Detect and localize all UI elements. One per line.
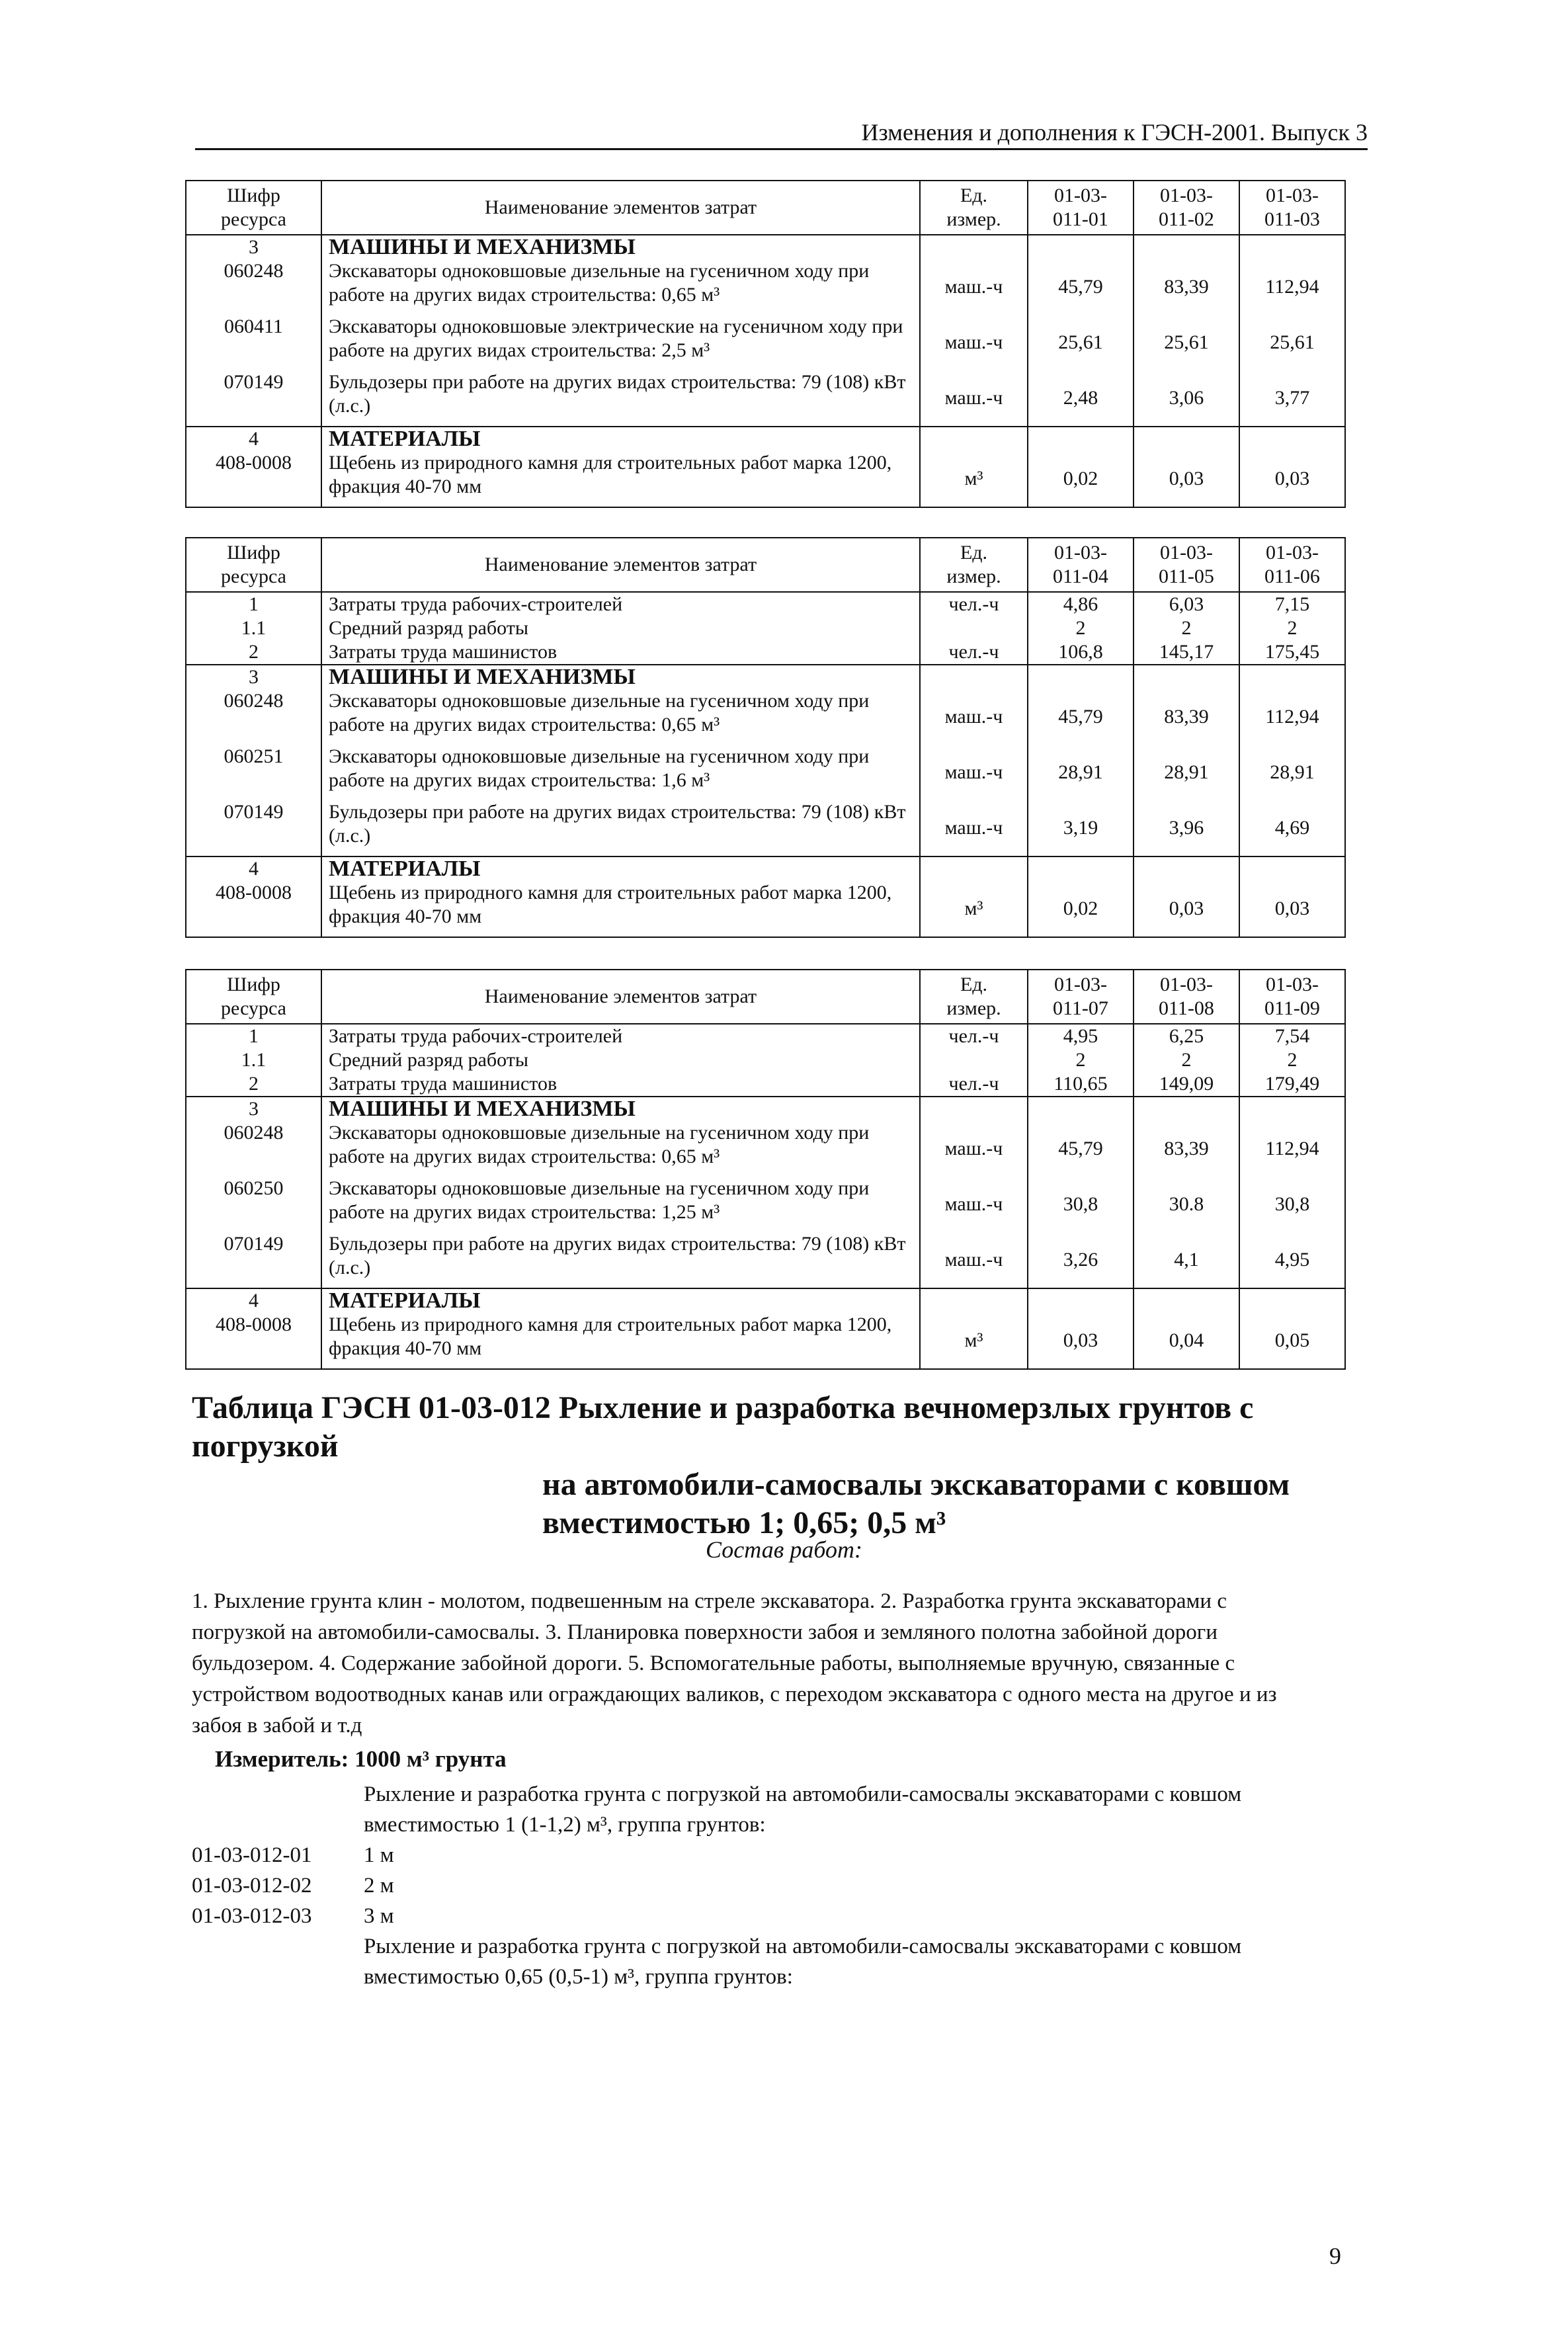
resource-unit (920, 1097, 1028, 1121)
norm-text: 2 м (364, 1874, 394, 1898)
resource-value (1028, 665, 1134, 689)
resource-unit: чел.-ч (920, 1072, 1028, 1097)
resource-unit (920, 665, 1028, 689)
resource-code: 3 (186, 1097, 321, 1121)
resource-unit: м³ (920, 881, 1028, 937)
table-row (186, 1313, 1345, 1369)
resource-name: Экскаваторы одноковшовые дизельные на гусеничном ходу при работе на других видах строительства: 1,6 м³ (321, 745, 920, 800)
resource-value: 7,54 (1239, 1024, 1345, 1048)
col-header-unit (920, 181, 1028, 235)
resource-name: Средний разряд работы (321, 1048, 920, 1072)
measure-unit: Измеритель: 1000 м³ грунта (215, 1746, 507, 1772)
col-header-code-line: ресурса (221, 997, 286, 1019)
resource-unit (920, 427, 1028, 451)
col-header-norm-code (1134, 538, 1239, 592)
section-title: МАШИНЫ И МЕХАНИЗМЫ (321, 235, 920, 259)
resource-value (1028, 1288, 1134, 1313)
norm-code-line: 011-02 (1159, 208, 1214, 230)
resource-value: 28,91 (1134, 745, 1239, 800)
resource-value (1239, 235, 1345, 259)
section-row (186, 856, 1345, 881)
resource-code: 4 (186, 427, 321, 451)
norm-code: 01-03-012-03 (192, 1904, 312, 1928)
resource-value: 2 (1028, 1048, 1134, 1072)
table-row (186, 451, 1345, 507)
resource-name: Затраты труда рабочих-строителей (321, 592, 920, 616)
resource-value (1134, 1097, 1239, 1121)
resource-value (1134, 427, 1239, 451)
resource-value: 179,49 (1239, 1072, 1345, 1097)
resource-value (1239, 856, 1345, 881)
resource-value (1134, 856, 1239, 881)
resource-value: 83,39 (1134, 259, 1239, 315)
resource-code: 1.1 (186, 616, 321, 640)
col-header-norm-code (1239, 538, 1345, 592)
resource-name: Экскаваторы одноковшовые дизельные на гусеничном ходу при работе на других видах строительства: 0,65 м³ (321, 689, 920, 745)
resource-name: Средний разряд работы (321, 616, 920, 640)
resource-value: 6,03 (1134, 592, 1239, 616)
resource-value: 6,25 (1134, 1024, 1239, 1048)
norm-code-line: 01-03- (1160, 542, 1213, 564)
resource-code: 1 (186, 1024, 321, 1048)
norm-list (192, 1779, 1316, 1992)
norm-code-line: 01-03- (1054, 185, 1107, 206)
resource-value: 2 (1239, 1048, 1345, 1072)
table-title (192, 1389, 1329, 1542)
norm-code-line: 011-04 (1053, 565, 1108, 587)
table-row (186, 259, 1345, 315)
resource-value: 0,05 (1239, 1313, 1345, 1369)
resource-value: 0,03 (1134, 451, 1239, 507)
table-row (186, 592, 1345, 616)
section-row (186, 1097, 1345, 1121)
table-title-line-3: вместимостью 1; 0,65; 0,5 м³ (542, 1505, 946, 1540)
section-title: МАТЕРИАЛЫ (321, 1288, 920, 1313)
resource-code: 408-0008 (186, 881, 321, 937)
resource-unit: маш.-ч (920, 1232, 1028, 1288)
resource-name: Затраты труда рабочих-строителей (321, 1024, 920, 1048)
resource-value (1134, 665, 1239, 689)
norm-code-line: 01-03- (1266, 974, 1319, 995)
col-header-unit-line: измер. (946, 208, 1001, 230)
resource-value: 175,45 (1239, 640, 1345, 665)
col-header-norm-code (1239, 181, 1345, 235)
resource-value: 2 (1028, 616, 1134, 640)
resource-value: 4,1 (1134, 1232, 1239, 1288)
resource-value: 110,65 (1028, 1072, 1134, 1097)
page-header: Изменения и дополнения к ГЭСН-2001. Выпуск 3 (195, 119, 1368, 150)
resource-code: 2 (186, 640, 321, 665)
resource-value: 0,02 (1028, 881, 1134, 937)
resource-unit: чел.-ч (920, 592, 1028, 616)
section-title: МАШИНЫ И МЕХАНИЗМЫ (321, 665, 920, 689)
resource-value: 83,39 (1134, 1121, 1239, 1177)
resource-value: 25,61 (1028, 315, 1134, 370)
resource-value: 45,79 (1028, 259, 1134, 315)
resource-table-2 (185, 537, 1346, 938)
resource-value: 28,91 (1239, 745, 1345, 800)
table-row (186, 1072, 1345, 1097)
norm-text: 1 м (364, 1843, 394, 1867)
resource-name: Затраты труда машинистов (321, 640, 920, 665)
resource-code: 4 (186, 1288, 321, 1313)
resource-value: 4,95 (1239, 1232, 1345, 1288)
resource-name: Щебень из природного камня для строительных работ марка 1200, фракция 40-70 мм (321, 881, 920, 937)
section-row (186, 427, 1345, 451)
resource-value (1239, 1288, 1345, 1313)
resource-unit: маш.-ч (920, 800, 1028, 856)
resource-value: 45,79 (1028, 1121, 1134, 1177)
norm-text: Рыхление и разработка грунта с погрузкой на автомобили-самосвалы экскаваторами с ковшом вместимостью 0,65 (0,5-1) м³, группа грунтов: (364, 1935, 1242, 1989)
resource-value: 106,8 (1028, 640, 1134, 665)
resource-name: Бульдозеры при работе на других видах строительства: 79 (108) кВт (л.с.) (321, 370, 920, 427)
norm-code-line: 011-08 (1159, 997, 1214, 1019)
table-row (186, 640, 1345, 665)
resource-value: 3,96 (1134, 800, 1239, 856)
norm-code (192, 1931, 364, 1992)
resource-value: 28,91 (1028, 745, 1134, 800)
resource-code: 2 (186, 1072, 321, 1097)
resource-table-3 (185, 969, 1346, 1370)
resource-unit: м³ (920, 451, 1028, 507)
col-header-norm-code (1028, 538, 1134, 592)
resource-unit (920, 1048, 1028, 1072)
section-title: МАТЕРИАЛЫ (321, 427, 920, 451)
norm-code-line: 01-03- (1266, 185, 1319, 206)
table-header-row (186, 181, 1345, 235)
col-header-name: Наименование элементов затрат (321, 538, 920, 592)
section-title: МАТЕРИАЛЫ (321, 856, 920, 881)
col-header-norm-code (1239, 970, 1345, 1024)
section-row (186, 235, 1345, 259)
resource-value (1028, 427, 1134, 451)
resource-value: 25,61 (1134, 315, 1239, 370)
resource-unit: маш.-ч (920, 745, 1028, 800)
resource-code: 060248 (186, 259, 321, 315)
table-row (186, 689, 1345, 745)
section-row (186, 1288, 1345, 1313)
resource-value: 4,95 (1028, 1024, 1134, 1048)
resource-value: 149,09 (1134, 1072, 1239, 1097)
norm-text: 3 м (364, 1904, 394, 1928)
norm-code-line: 01-03- (1160, 185, 1213, 206)
norm-code-line: 01-03- (1054, 542, 1107, 564)
resource-name: Бульдозеры при работе на других видах строительства: 79 (108) кВт (л.с.) (321, 1232, 920, 1288)
sostav-heading: Состав работ: (706, 1536, 862, 1563)
resource-unit (920, 856, 1028, 881)
norm-code-line: 011-06 (1264, 565, 1320, 587)
resource-unit: маш.-ч (920, 689, 1028, 745)
resource-name: Экскаваторы одноковшовые электрические на гусеничном ходу при работе на других видах строительства: 2,5 м³ (321, 315, 920, 370)
resource-value (1028, 1097, 1134, 1121)
resource-unit: маш.-ч (920, 370, 1028, 427)
resource-code: 3 (186, 665, 321, 689)
table-row (186, 370, 1345, 427)
norm-row (192, 1840, 1316, 1870)
resource-unit (920, 1288, 1028, 1313)
resource-unit (920, 235, 1028, 259)
resource-code: 060248 (186, 1121, 321, 1177)
norm-text: Рыхление и разработка грунта с погрузкой на автомобили-самосвалы экскаваторами с ковшом вместимостью 1 (1-1,2) м³, группа грунтов: (364, 1782, 1242, 1837)
resource-name: Щебень из природного камня для строительных работ марка 1200, фракция 40-70 мм (321, 1313, 920, 1369)
resource-unit: маш.-ч (920, 1121, 1028, 1177)
resource-code: 070149 (186, 800, 321, 856)
resource-code: 060411 (186, 315, 321, 370)
resource-value: 45,79 (1028, 689, 1134, 745)
col-header-code-line: ресурса (221, 208, 286, 230)
resource-value (1239, 427, 1345, 451)
table-row (186, 1024, 1345, 1048)
norm-code-line: 011-09 (1264, 997, 1320, 1019)
resource-code: 060251 (186, 745, 321, 800)
norm-row (192, 1779, 1316, 1840)
col-header-unit (920, 970, 1028, 1024)
col-header-code-line: Шифр (227, 185, 280, 206)
col-header-unit-line: измер. (946, 565, 1001, 587)
resource-value: 4,69 (1239, 800, 1345, 856)
resource-unit: маш.-ч (920, 259, 1028, 315)
table-header-row (186, 538, 1345, 592)
resource-value (1028, 235, 1134, 259)
norm-code-line: 011-01 (1053, 208, 1108, 230)
col-header-code (186, 970, 321, 1024)
col-header-code-line: ресурса (221, 565, 286, 587)
resource-value: 30.8 (1134, 1177, 1239, 1232)
resource-value: 0,03 (1239, 881, 1345, 937)
norm-code: 01-03-012-02 (192, 1874, 312, 1898)
resource-code: 060248 (186, 689, 321, 745)
resource-code: 060250 (186, 1177, 321, 1232)
norm-code (192, 1779, 364, 1840)
table-row (186, 616, 1345, 640)
resource-value: 4,86 (1028, 592, 1134, 616)
table-header-row (186, 970, 1345, 1024)
resource-value: 30,8 (1239, 1177, 1345, 1232)
col-header-unit-line: Ед. (960, 185, 988, 206)
table-row (186, 1048, 1345, 1072)
table-row (186, 800, 1345, 856)
resource-value (1028, 856, 1134, 881)
resource-value: 7,15 (1239, 592, 1345, 616)
table-row (186, 1121, 1345, 1177)
norm-row (192, 1901, 1316, 1931)
resource-code: 408-0008 (186, 1313, 321, 1369)
resource-unit: маш.-ч (920, 1177, 1028, 1232)
norm-code-line: 011-05 (1159, 565, 1214, 587)
resource-code: 070149 (186, 1232, 321, 1288)
section-row (186, 665, 1345, 689)
resource-code: 1.1 (186, 1048, 321, 1072)
resource-unit: чел.-ч (920, 1024, 1028, 1048)
col-header-unit (920, 538, 1028, 592)
resource-name: Экскаваторы одноковшовые дизельные на гусеничном ходу при работе на других видах строительства: 0,65 м³ (321, 1121, 920, 1177)
norm-row (192, 1870, 1316, 1901)
resource-code: 070149 (186, 370, 321, 427)
resource-unit: чел.-ч (920, 640, 1028, 665)
resource-value: 3,06 (1134, 370, 1239, 427)
resource-value: 3,19 (1028, 800, 1134, 856)
resource-value: 145,17 (1134, 640, 1239, 665)
norm-row (192, 1931, 1316, 1992)
sostav-text: 1. Рыхление грунта клин - молотом, подвешенным на стреле экскаватора. 2. Разработка грунта экскаваторами с погрузкой на автомобили-самосвалы. 3. Планировка поверхности забоя и земляного полотна забойной дороги бульдозером. 4. Содержание забойной дороги. 5. Вспомогательные работы, выполняемые вручную, связанные с устройством водоотводных канав или ограждающих валиков, с переходом экскаватора с одного места на другое и из забоя в забой и т.д (192, 1589, 1277, 1737)
col-header-norm-code (1134, 181, 1239, 235)
resource-value: 2 (1134, 1048, 1239, 1072)
col-header-unit-line: Ед. (960, 974, 988, 995)
table-row (186, 1232, 1345, 1288)
resource-value: 3,77 (1239, 370, 1345, 427)
resource-table-1 (185, 180, 1346, 508)
resource-code: 408-0008 (186, 451, 321, 507)
col-header-code (186, 181, 321, 235)
resource-value: 0,02 (1028, 451, 1134, 507)
col-header-code-line: Шифр (227, 974, 280, 995)
resource-unit: маш.-ч (920, 315, 1028, 370)
table-row (186, 1177, 1345, 1232)
resource-name: Бульдозеры при работе на других видах строительства: 79 (108) кВт (л.с.) (321, 800, 920, 856)
resource-value: 2 (1134, 616, 1239, 640)
table-title-line-2: на автомобили-самосвалы экскаваторами с ковшом (542, 1467, 1290, 1502)
resource-value: 3,26 (1028, 1232, 1134, 1288)
norm-code-line: 011-03 (1264, 208, 1320, 230)
resource-value: 112,94 (1239, 1121, 1345, 1177)
col-header-unit-line: Ед. (960, 542, 988, 564)
resource-unit (920, 616, 1028, 640)
resource-name: Затраты труда машинистов (321, 1072, 920, 1097)
resource-value: 0,03 (1239, 451, 1345, 507)
resource-value (1239, 665, 1345, 689)
resource-name: Щебень из природного камня для строительных работ марка 1200, фракция 40-70 мм (321, 451, 920, 507)
col-header-code-line: Шифр (227, 542, 280, 564)
page-number: 9 (1329, 2243, 1341, 2269)
norm-code-line: 01-03- (1054, 974, 1107, 995)
norm-code-line: 011-07 (1053, 997, 1108, 1019)
resource-value: 0,04 (1134, 1313, 1239, 1369)
resource-code: 3 (186, 235, 321, 259)
resource-value: 112,94 (1239, 259, 1345, 315)
resource-value: 30,8 (1028, 1177, 1134, 1232)
resource-name: Экскаваторы одноковшовые дизельные на гусеничном ходу при работе на других видах строительства: 0,65 м³ (321, 259, 920, 315)
resource-code: 4 (186, 856, 321, 881)
section-title: МАШИНЫ И МЕХАНИЗМЫ (321, 1097, 920, 1121)
resource-value (1134, 1288, 1239, 1313)
resource-code: 1 (186, 592, 321, 616)
col-header-norm-code (1028, 970, 1134, 1024)
resource-value: 0,03 (1134, 881, 1239, 937)
resource-value: 25,61 (1239, 315, 1345, 370)
resource-unit: м³ (920, 1313, 1028, 1369)
col-header-norm-code (1028, 181, 1134, 235)
table-title-line-1: Таблица ГЭСН 01-03-012 Рыхление и разработка вечномерзлых грунтов с погрузкой (192, 1390, 1254, 1464)
resource-value (1239, 1097, 1345, 1121)
table-row (186, 745, 1345, 800)
resource-value: 83,39 (1134, 689, 1239, 745)
col-header-code (186, 538, 321, 592)
norm-code-line: 01-03- (1266, 542, 1319, 564)
table-row (186, 881, 1345, 937)
col-header-name: Наименование элементов затрат (321, 970, 920, 1024)
resource-value: 112,94 (1239, 689, 1345, 745)
col-header-unit-line: измер. (946, 997, 1001, 1019)
norm-code: 01-03-012-01 (192, 1843, 312, 1867)
norm-code-line: 01-03- (1160, 974, 1213, 995)
resource-value: 2,48 (1028, 370, 1134, 427)
col-header-norm-code (1134, 970, 1239, 1024)
resource-value: 2 (1239, 616, 1345, 640)
resource-value (1134, 235, 1239, 259)
resource-name: Экскаваторы одноковшовые дизельные на гусеничном ходу при работе на других видах строительства: 1,25 м³ (321, 1177, 920, 1232)
resource-value: 0,03 (1028, 1313, 1134, 1369)
col-header-name: Наименование элементов затрат (321, 181, 920, 235)
table-row (186, 315, 1345, 370)
